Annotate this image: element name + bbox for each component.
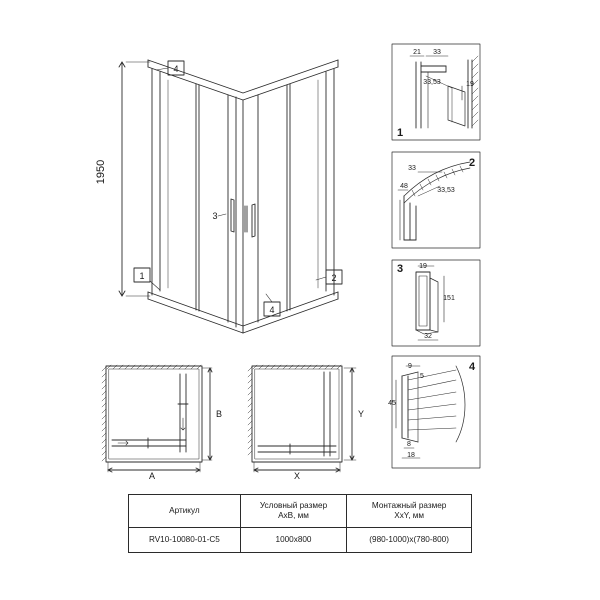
callout-3: 3 <box>212 211 218 221</box>
detail-4-dim-45: 45 <box>388 400 396 407</box>
cell-nominal-size: 1000x800 <box>240 528 346 553</box>
detail-3 <box>392 260 480 346</box>
callout-2: 2 <box>331 273 337 283</box>
table-header-mounting-size: Монтажный размер XxY, мм <box>347 495 472 528</box>
detail-1-dim-33: 33 <box>433 49 441 56</box>
detail-3-dim-151: 151 <box>443 295 455 302</box>
detail-4-dim-9: 9 <box>408 363 412 370</box>
detail-3-dim-32: 32 <box>424 333 432 340</box>
callout-4-top: 4 <box>173 64 179 74</box>
detail-1-dim-19: 19 <box>466 81 474 88</box>
detail-3-dim-19: 19 <box>419 263 427 270</box>
table-header-nominal-size: Условный размер AxB, мм <box>240 495 346 528</box>
plan-dim-b: B <box>215 409 223 419</box>
detail-2 <box>392 152 480 248</box>
callout-4-bottom: 4 <box>269 305 275 315</box>
side-view <box>248 365 356 472</box>
detail-1-dim-21: 21 <box>413 49 421 56</box>
specification-table <box>128 494 472 553</box>
detail-1 <box>392 44 480 140</box>
detail-number-2: 2 <box>468 157 476 169</box>
main-isometric-view <box>119 60 342 333</box>
detail-2-dim-48: 48 <box>400 183 408 190</box>
side-dim-y: Y <box>357 409 365 419</box>
detail-2-dim-3353: 33,53 <box>437 187 455 194</box>
side-dim-x: X <box>293 471 301 481</box>
table-row <box>129 528 472 553</box>
main-height-dimension: 1950 <box>95 159 107 185</box>
detail-number-1: 1 <box>396 127 404 139</box>
detail-number-3: 3 <box>396 263 404 275</box>
detail-1-dim-3353: 33,53 <box>423 79 441 86</box>
table-header-article: Артикул <box>129 495 241 528</box>
detail-4-dim-18: 18 <box>407 452 415 459</box>
cell-article: RV10-10080-01-C5 <box>129 528 241 553</box>
detail-number-4: 4 <box>468 361 476 373</box>
detail-4-dim-5: 5 <box>420 373 424 380</box>
plan-dim-a: A <box>148 471 156 481</box>
table-header-row <box>129 495 472 528</box>
plan-view <box>102 365 212 472</box>
detail-2-dim-33: 33 <box>408 165 416 172</box>
cell-mounting-size: (980-1000)x(780-800) <box>347 528 472 553</box>
callout-1: 1 <box>139 271 145 281</box>
detail-4-dim-8: 8 <box>407 441 411 448</box>
detail-4 <box>392 356 480 468</box>
